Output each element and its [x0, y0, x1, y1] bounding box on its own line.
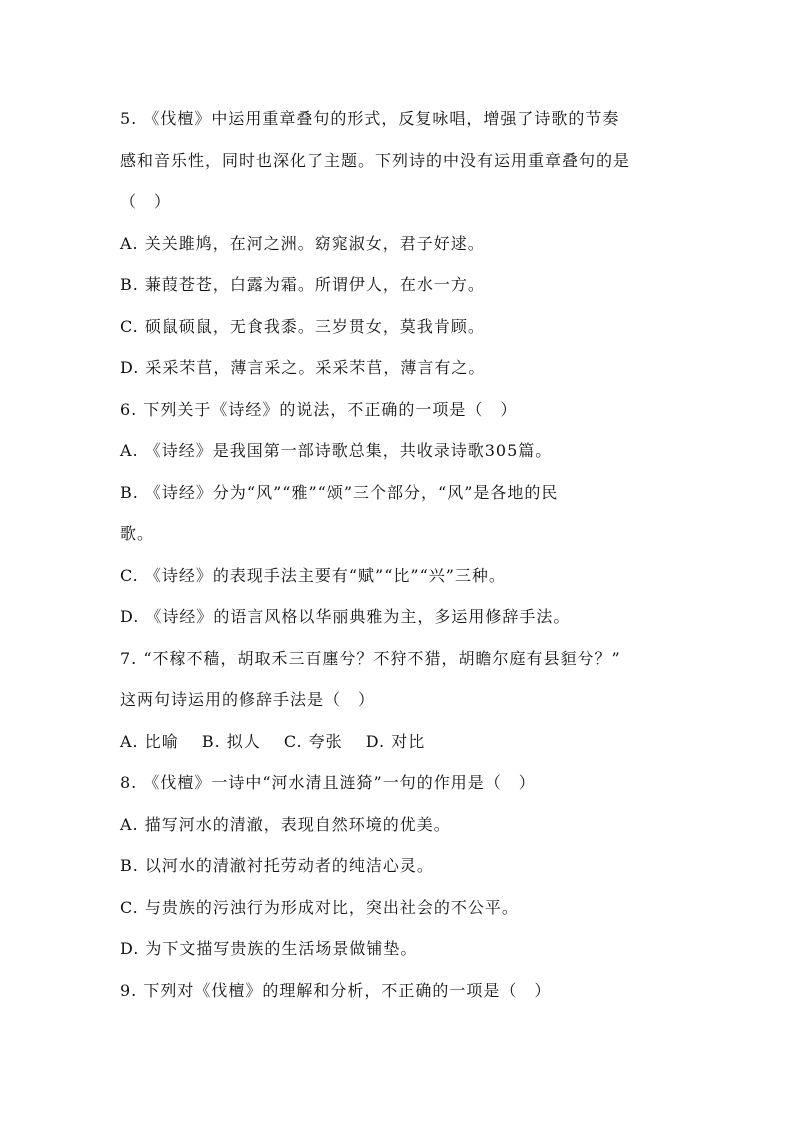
option-c: C. 《诗经》的表现手法主要有“赋”“比”“兴”三种。: [120, 565, 506, 585]
question-8: [120, 762, 690, 970]
question-stem-line: 8. 《伐檀》一诗中“河水清且涟猗”一句的作用是（ ）: [120, 773, 536, 792]
option-d: D. 采采芣苢，薄言采之。采采芣苢，薄言有之。: [120, 358, 486, 377]
option-b: B. 《诗经》分为“风”“雅”“颂”三个部分，“风”是各地的民: [120, 482, 559, 502]
option-a: A. 关关雎鸠，在河之洲。窈窕淑女，君子好逑。: [120, 233, 485, 253]
question-stem-line: 7. “不稼不穑，胡取禾三百廛兮？不狩不猎，胡瞻尔庭有县貆兮？”: [120, 648, 621, 668]
question-7: [120, 638, 690, 763]
option-b: B. 以河水的清澈衬托劳动者的纯洁心灵。: [120, 856, 434, 875]
question-6: [120, 389, 690, 638]
answer-bracket: （ ）: [120, 192, 172, 211]
question-stem-line: 5. 《伐檀》中运用重章叠句的形式，反复咏唱，增强了诗歌的节奏: [120, 109, 620, 128]
question-9: [120, 970, 690, 1012]
option-a: A. 《诗经》是我国第一部诗歌总集，共收录诗歌305篇。: [120, 441, 553, 460]
option-b: B. 蒹葭苍苍，白露为霜。所谓伊人，在水一方。: [120, 275, 485, 294]
option-b-continued: 歌。: [120, 524, 155, 543]
option-d: D. 《诗经》的语言风格以华丽典雅为主，多运用修辞手法。: [120, 607, 571, 626]
option-a: A. 描写河水的清澈，表现自然环境的优美。: [120, 814, 451, 834]
option-d: D. 为下文描写贵族的生活场景做铺垫。: [120, 939, 418, 958]
question-stem-line: 9. 下列对《伐檀》的理解和分析，不正确的一项是（ ）: [120, 980, 552, 1000]
question-5: [120, 98, 690, 389]
option-c: C. 与贵族的污浊行为形成对比，突出社会的不公平。: [120, 897, 519, 917]
question-stem-line: 这两句诗运用的修辞手法是（ ）: [120, 690, 376, 709]
options-row: A. 比喻 B. 拟人 C. 夸张 D. 对比: [120, 731, 426, 751]
option-c: C. 硕鼠硕鼠，无食我黍。三岁贯女，莫我肯顾。: [120, 316, 485, 336]
question-stem-line: 6. 下列关于《诗经》的说法，不正确的一项是（ ）: [120, 399, 518, 419]
exam-page: [120, 98, 690, 1011]
question-stem-line: 感和音乐性，同时也深化了主题。下列诗的中没有运用重章叠句的是: [120, 150, 631, 170]
